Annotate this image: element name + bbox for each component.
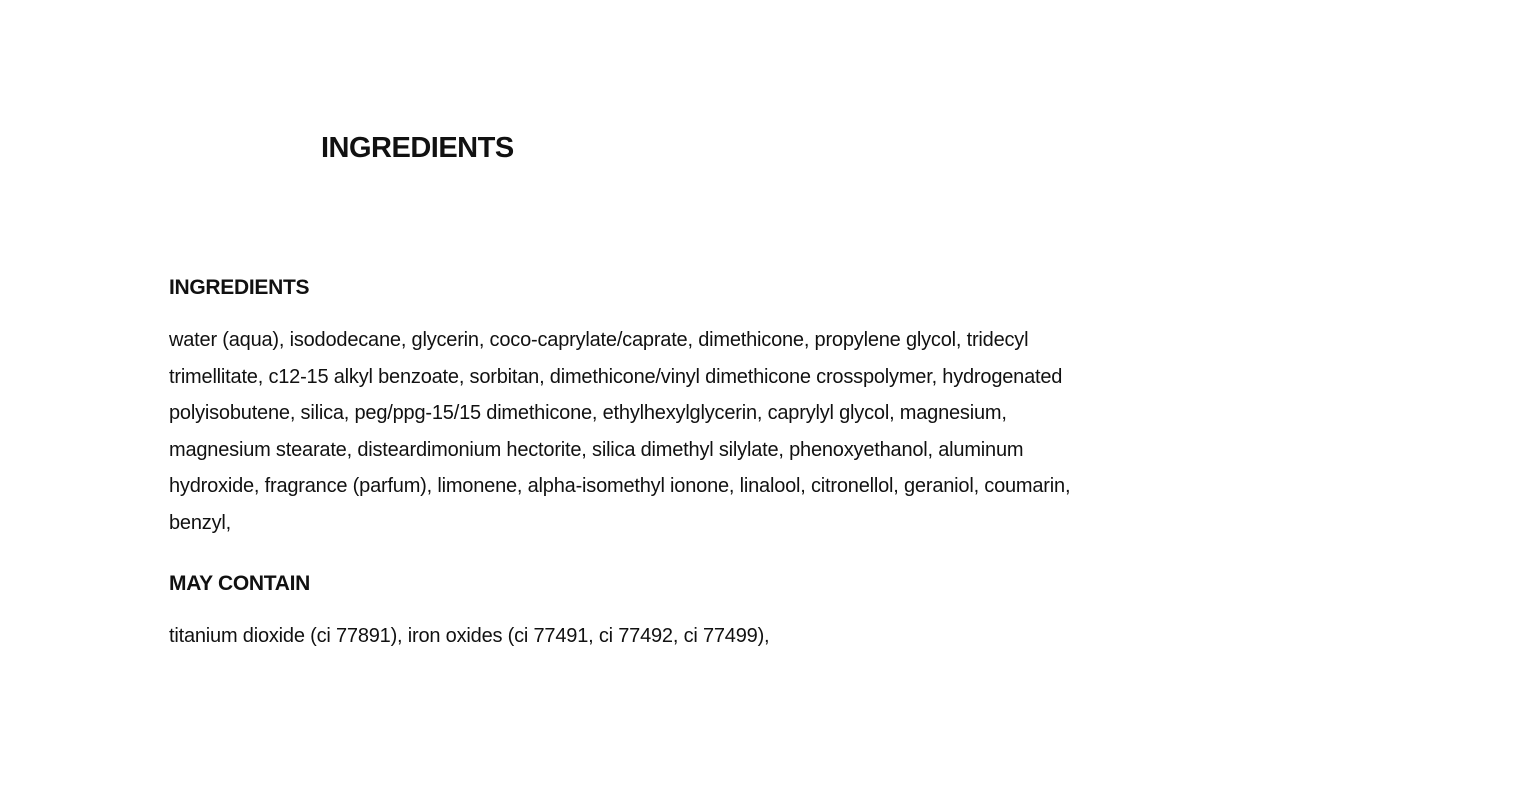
page-title: INGREDIENTS [321, 132, 514, 164]
ingredients-panel [169, 274, 1099, 654]
may-contain-heading: MAY CONTAIN [169, 571, 310, 595]
ingredients-list: water (aqua), isododecane, glycerin, coco-caprylate/caprate, dimethicone, propylene glycol, tridecyl trimellitate, c12-15 alkyl benzoate, sorbitan, dimethicone/vinyl dimethicone crosspolymer, hydrogenated polyisobutene, silica, peg/ppg-15/15 dimethicone, ethylhexylglycerin, caprylyl glycol, magnesium, magnesium stearate, disteardimonium hectorite, silica dimethyl silylate, phenoxyethanol, aluminum hydroxide, fragrance (parfum), limonene, alpha-isomethyl ionone, linalool, citronellol, geraniol, coumarin, benzyl, [169, 329, 1071, 534]
ingredients-heading: INGREDIENTS [169, 276, 310, 299]
may-contain-list: titanium dioxide (ci 77891), iron oxides (ci 77491, ci 77492, ci 77499), [169, 624, 770, 647]
